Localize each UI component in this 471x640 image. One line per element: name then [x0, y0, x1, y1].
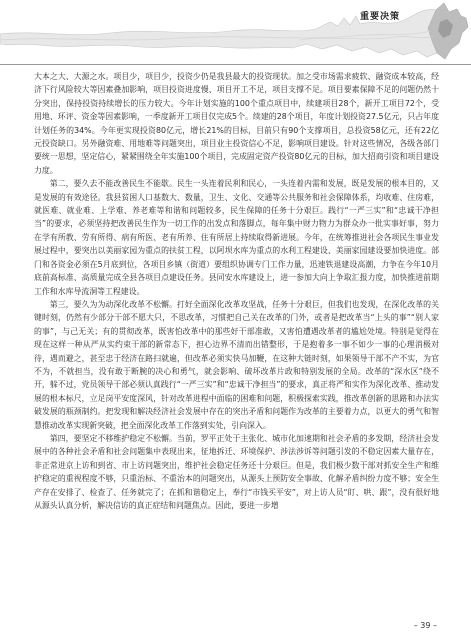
paragraph-3: 第三，要久为为动深化改革不松懈。打好全面深化改革攻坚战，任务十分艰巨，但我们也发现，在深化改革的关键时刻，仍然有少部分干部不愿大只，不思改革，习惯把自己关在改革的门外，或者是把改革当“上头的事”“别人家的事”，与己无关；有的贯彻改革，既害怕改革中的那些好干部准敢，又害怕遭遇改革者的尴尬处境。特别是觉得在现在这样一种从严从实约束干部的新常态下，担心边界不清而出错整形，于是抱着多一事不如少一事的心理消极对待，遇而避之，甚至忠于经济在路扫就遍，但改革必须实快马加鞭，在这种大链时刻，如果领导干部不产不实，为官不为，不就担当，没有敢于断腕的决心和勇气，就会影响、破坏改革片政和特别发展的全局。改革的“深水区”绕不开，躲不过，党员领导干部必须认真践行“一严三实”和“忠诚干净担当”的要求，真正将严和实作为深化改革、推动发展的根本标尺，立足岗平安度深风，针对改革进程中面临的困难和问题，积极探索实践，推改革创新的思路和办法实破发展的瓶颈制约。把发现和解决经济社会发展中存在的突出矛盾和问题作为改革的主要着力点，以更大的勇气和智慧推动改革实现新突破，把全面深化改革工作落到实处，引向深入。	[34, 299, 439, 430]
county-map-graphic	[0, 0, 471, 64]
article-body	[34, 70, 439, 512]
paragraph-1: 大本之大、大源之水。项目少，项目少，投资少仍是我县最大的投资现状。加之受市场需求疲软、融资成本较高，经济下行风险较大等因素叠加影响，项目投资进度慢、项目开工不足，项目支撑不足。项目要素保障不足的问题仍然十分突出，保持投资持续增长的压力较大。今年计划实施的100个重点项目中，续建项目28个，新开工项目72个，受用地、环评、资金等因素影响，一季度新开工项目仅完成5个。续建的28个项目，年度计划投资27.5亿元，只占年度计划任务的34%。今年更实现投资80亿元，增长21%的目标，目前只有90个支撑项目，总投资58亿元，还有22亿元投资缺口。另外融资难、用地难等问题突出，项目业主投资信心不足，影响项目建设。针对这些情况，各级各部门要统一思想，坚定信心，紧紧围绕全年实施100个项目，完成固定资产投资80亿元的目标，加大招商引资和项目建设力度。	[34, 72, 439, 175]
paragraph-2: 第二，要久去不能改善民生不能歇。民生一头连着民利和民心，一头连着内需和发展，既是发展的根本目的，又是发展的有效途径。我县贫困人口基数大、数量，卫生、文化、交通等公共服务和社会保障体系，均收难、住房难，就医难、就业难、上学难、养老难等和谐和问题较多，民生保障的任务十分艰巨。践行“一严三实”和“忠诚干净担当”的要求，必须坚持把改善民生作为一切工作的出发点和落脚点，每年集中财力物力为群众办一批实事好事，努力在学有所教、劳有所得、病有所医、老有所养、住有所居上持续取得新进展。今年，在统筹推进社会各项民生事业发展过程中，要突出以美丽家园为重点的扶贫工程，以阿坝水库为重点的水利工程建设、美丽家园建设要加快进度。部门和各资金必须在5月底到位，各项目乡镇（街道）要组织协调专门工作力量，迅速铁退建设高潮，力争在今年10月底前高标准、高质量完成全县各项目点建设任务。县同安水库建设上，进一参加大向上争取汇报力度，加快推进前期工作和水库导流洞等工程建设。	[34, 179, 439, 296]
section-label: 重要决策	[360, 12, 401, 22]
page-header	[0, 0, 471, 65]
page-number: – 39 –	[413, 621, 437, 630]
paragraph-4: 第四，要坚定不移维护稳定不松懈。当前，罗平正处于主张化、城市化加速期和社会矛盾的多发期，经济社会发展中的各种社会矛盾和社会问题集中表现出来，征地拆迁、环境保护、涉法涉诉等问题引发的不稳定因素大量存在，非正常进京上访和到省、市上访问题突出，维护社会稳定任务还十分艰巨。但是，我们极少数干部对抓安全生产和维护稳定的重视程度不够，只重治标、不重治本的问题突出，从源头上预防安全事故、化解矛盾纠纷力度不够；安全生产存在安排了、检查了、任务就完了；在抓和谐稳定上，奉行“市钱买平安”，对上访人员“盯、哄、跟”，没有很好地从源头认真分析，解决信访的真正症结和问题焦点。因此，要进一步增	[34, 433, 439, 510]
